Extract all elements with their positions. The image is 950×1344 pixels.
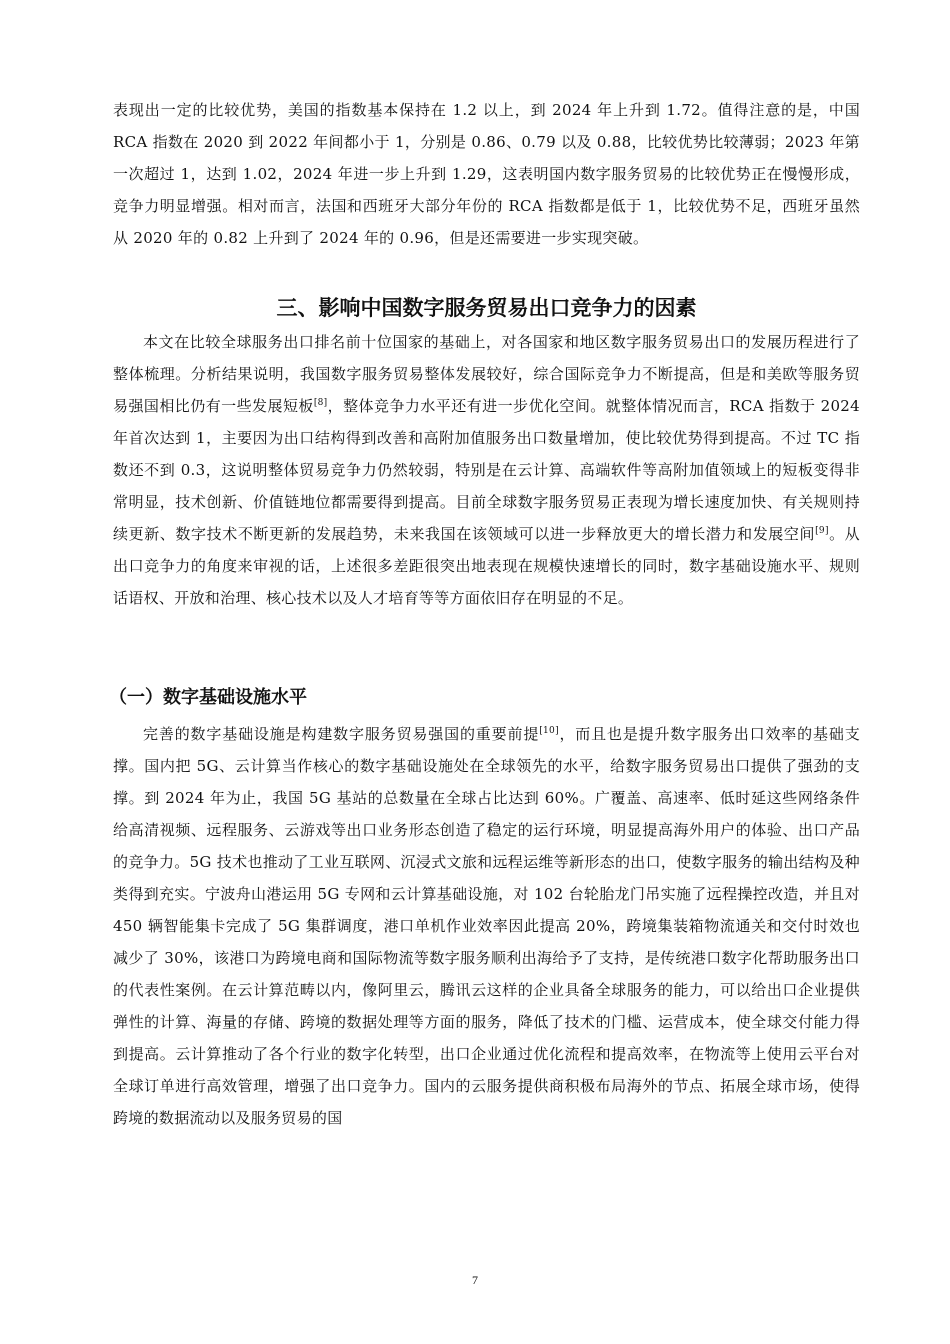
paragraph-factors-overview [113,326,860,682]
paragraph-text: 本文在比较全球服务出口排名前十位国家的基础上，对各国家和地区数字服务贸易出口的发展历程进行了整体梳理。分析结果说明，我国数字服务贸易整体发展较好，综合国际竞争力不断提高，但是和美欧等服务贸易强国相比仍有一些发展短板 [113,333,860,415]
paragraph-digital-infrastructure [113,718,860,1134]
section-heading: 三、影响中国数字服务贸易出口竞争力的因素 [276,296,697,320]
paragraph-rca-analysis: 表现出一定的比较优势，美国的指数基本保持在 1.2 以上，到 2024 年上升到 1.72。值得注意的是，中国 RCA 指数在 2020 到 2022 年间都小于 1，分别是 0.86、0.79 以及 0.88，比较优势比较薄弱；2023 年第一次超过 1，达到 1.02，2024 年进一步上升到 1.29，这表明国内数字服务贸易的比较优势正在慢慢形成，竞争力明显增强。相对而言，法国和西班牙大部分年份的 RCA 指数都是低于 1，比较优势不足，西班牙虽然从 2020 年的 0.82 上升到了 2024 年的 0.96，但是还需要进一步实现突破。 [113,101,860,247]
citation-ref: [9] [815,526,829,536]
citation-ref: [8] [313,398,328,408]
paragraph-text: ，整体竞争力水平还有进一步优化空间。就整体情况而言，RCA 指数于 2024 年首次达到 1，主要因为出口结构得到改善和高附加值服务出口数量增加，使比较优势得到提高。不过 TC 指数还不到 0.3，这说明整体贸易竞争力仍然较弱，特别是在云计算、高端软件等高附加值领域上的短板变得非常明显，技术创新、价值链地位都需要得到提高。目前全球数字服务贸易正表现为增长速度加快、有关规则持续更新、数字技术不断更新的发展趋势，未来我国在该领域可以进一步释放更大的增长潜力和发展空间 [113,397,860,543]
paragraph-text: 。从出口竞争力的角度来审视的话，上述很多差距很突出地表现在规模快速增长的同时，数字基础设施水平、规则话语权、开放和治理、核心技术以及人才培育等等方面依旧存在明显的不足。 [113,525,860,607]
paragraph-text: 完善的数字基础设施是构建数字服务贸易强国的重要前提 [143,725,540,743]
page-number: 7 [472,1273,478,1287]
page-content [109,94,860,1134]
citation-ref: [10] [539,726,559,736]
subsection-heading: （一）数字基础设施水平 [109,687,307,708]
paragraph-text: ，而且也是提升数字服务出口效率的基础支撑。国内把 5G、云计算当作核心的数字基础设施处在全球领先的水平，给数字服务贸易出口提供了强劲的支撑。到 2024 年为止，我国 5G 基站的总数量在全球占比达到 60%。广覆盖、高速率、低时延这些网络条件给高清视频、远程服务、云游戏等出口业务形态创造了稳定的运行环境，明显提高海外用户的体验、出口产品的竞争力。5G 技术也推动了工业互联网、沉浸式文旅和远程运维等新形态的出口，使数字服务的输出结构及种类得到充实。宁波舟山港运用 5G 专网和云计算基础设施，对 102 台轮胎龙门吊实施了远程操控改造，并且对 450 辆智能集卡完成了 5G 集群调度，港口单机作业效率因此提高 20%，跨境集装箱物流通关和交付时效也减少了 30%，该港口为跨境电商和国际物流等数字服务顺利出海给予了支持，是传统港口数字化帮助服务出口的代表性案例。在云计算范畴以内，像阿里云，腾讯云这样的企业具备全球服务的能力，可以给出口企业提供弹性的计算、海量的存储、跨境的数据处理等方面的服务，降低了技术的门槛、运营成本，使全球交付能力得到提高。云计算推动了各个行业的数字化转型，出口企业通过优化流程和提高效率，在物流等上使用云平台对全球订单进行高效管理，增强了出口竞争力。国内的云服务提供商积极布局海外的节点、拓展全球市场，使得跨境的数据流动以及服务贸易的国 [113,725,860,1127]
